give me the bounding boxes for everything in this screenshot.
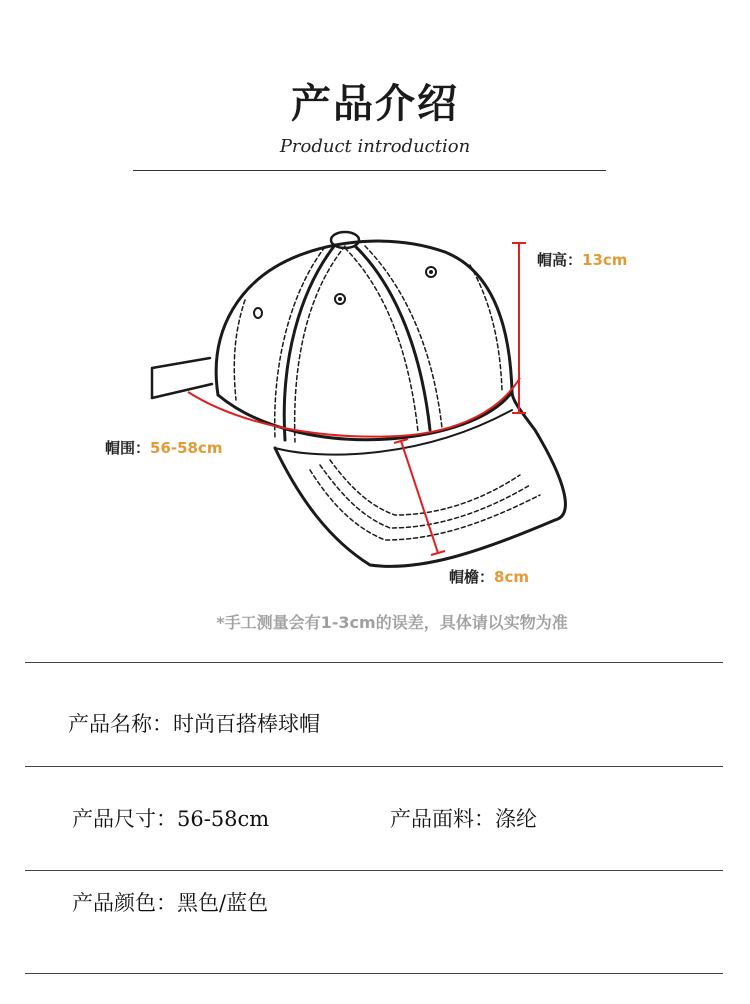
spec-divider — [25, 766, 723, 767]
spec-divider — [25, 662, 723, 663]
hat-circumference-label: 帽围：56-58cm — [105, 439, 223, 457]
spec-divider — [25, 870, 723, 871]
hat-height-label: 帽高：13cm — [537, 251, 628, 269]
page-title: 产品介绍 — [291, 81, 459, 127]
product-material: 产品面料：涤纶 — [390, 807, 537, 831]
hat-brim-label: 帽檐：8cm — [449, 568, 529, 586]
product-name: 产品名称：时尚百搭棒球帽 — [68, 712, 320, 736]
spec-divider — [25, 973, 723, 974]
product-size: 产品尺寸：56-58cm — [72, 807, 270, 831]
measurement-disclaimer: *手工测量会有1-3cm的误差，具体请以实物为准 — [216, 613, 568, 632]
product-color: 产品颜色：黑色/蓝色 — [72, 891, 269, 915]
page-subtitle: Product introduction — [279, 136, 471, 157]
